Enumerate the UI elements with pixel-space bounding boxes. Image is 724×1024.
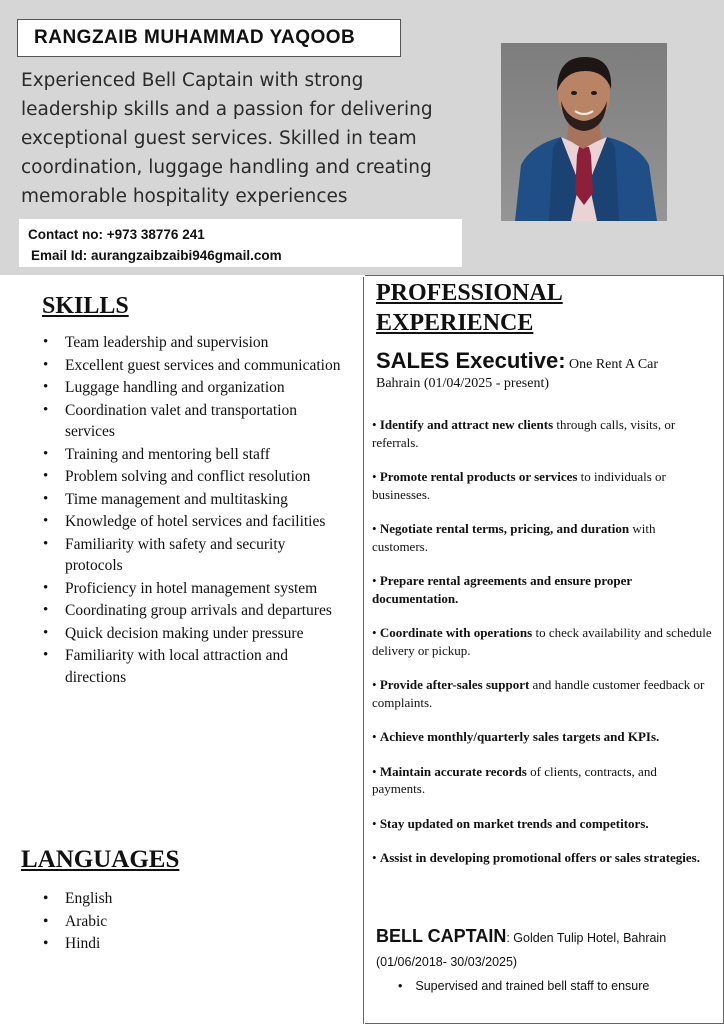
list-item: • Quick decision making under pressure: [42, 623, 342, 645]
list-item: • Achieve monthly/quarterly sales targets and KPIs.: [372, 729, 660, 744]
languages-heading: LANGUAGES: [21, 846, 180, 873]
list-item: • Excellent guest services and communication: [42, 355, 342, 377]
job-location-dates: Bahrain (01/04/2025 - present): [376, 376, 550, 391]
list-item: • Familiarity with local attraction and directions: [42, 645, 342, 688]
list-item: • Hindi: [42, 933, 112, 956]
list-item: • Promote rental products or services to individuals or businesses.: [372, 469, 666, 502]
left-column: [0, 277, 364, 1024]
list-item: • Team leadership and supervision: [42, 332, 342, 354]
list-item: • Coordinate with operations to check availability and schedule delivery or pickup.: [372, 625, 712, 658]
bullet-icon: •: [398, 979, 403, 993]
list-item: • Provide after-sales support and handle customer feedback or complaints.: [372, 677, 705, 710]
job-company: : Golden Tulip Hotel, Bahrain: [506, 931, 667, 945]
candidate-name: RANGZAIB MUHAMMAD YAQOOB: [17, 19, 401, 57]
list-item: • Luggage handling and organization: [42, 377, 342, 399]
profile-photo: [501, 43, 667, 221]
list-item: • Maintain accurate records of clients, contracts, and payments.: [372, 763, 657, 796]
experience-heading: [376, 278, 563, 338]
list-item: • Time management and multitasking: [42, 489, 342, 511]
job-entry-sales: [376, 348, 716, 393]
job-duties-list: [372, 416, 712, 884]
header-section: [0, 0, 724, 275]
experience-heading-line1: PROFESSIONAL: [376, 280, 563, 306]
list-item: • Coordination valet and transportation services: [42, 400, 342, 443]
list-item: • Proficiency in hotel management system: [42, 578, 342, 600]
list-item: • Training and mentoring bell staff: [42, 444, 342, 466]
contact-email: Email Id: aurangzaibzaibi946gmail.com: [31, 248, 282, 263]
job-role: BELL CAPTAIN: [376, 926, 507, 946]
person-portrait-icon: [501, 43, 667, 221]
list-item: • Arabic: [42, 911, 112, 934]
list-item: • Identify and attract new clients through calls, visits, or referrals.: [372, 417, 676, 450]
list-item: • Negotiate rental terms, pricing, and duration with customers.: [372, 521, 656, 554]
list-item: • Supervised and trained bell staff to ensure: [398, 979, 650, 993]
list-item: • Coordinating group arrivals and departures: [42, 600, 342, 622]
skills-list: [42, 332, 342, 689]
job-dates: (01/06/2018- 30/03/2025): [376, 955, 518, 969]
job-role: SALES Executive:: [376, 348, 566, 373]
right-column: [365, 275, 724, 1024]
experience-heading-line2: EXPERIENCE: [376, 310, 534, 336]
list-item: • Familiarity with safety and security protocols: [42, 534, 342, 577]
skills-heading: SKILLS: [42, 293, 129, 319]
contact-box: [19, 219, 462, 267]
list-item: • Stay updated on market trends and competitors.: [372, 815, 649, 831]
languages-list: [42, 888, 112, 956]
list-item: • Knowledge of hotel services and facilities: [42, 511, 342, 533]
contact-phone: Contact no: +973 38776 241: [28, 227, 205, 242]
list-item: • Prepare rental agreements and ensure proper documentation.: [372, 573, 632, 606]
list-item: • English: [42, 888, 112, 911]
job-entry-bell-captain: [376, 924, 716, 974]
profile-summary: Experienced Bell Captain with strong leadership skills and a passion for delivering exceptional guest services. Skilled in team coordination, luggage handling and creating memorable hospitality experiences: [21, 70, 433, 207]
job-company: One Rent A Car: [569, 357, 659, 372]
list-item: • Problem solving and conflict resolution: [42, 466, 342, 488]
list-item: • Assist in developing promotional offers or sales strategies.: [372, 850, 700, 865]
